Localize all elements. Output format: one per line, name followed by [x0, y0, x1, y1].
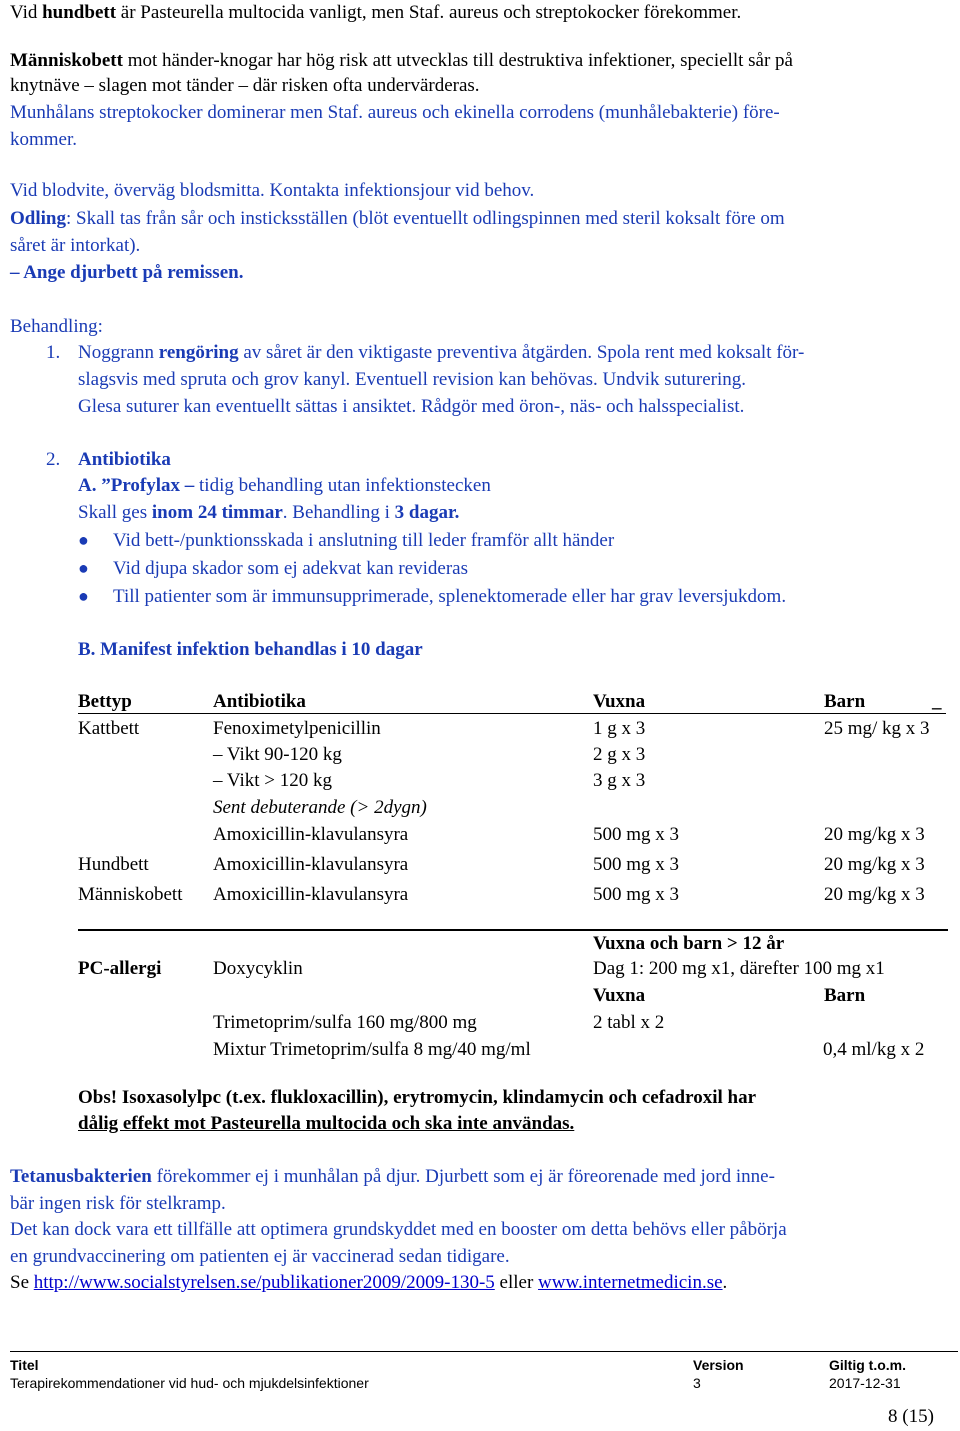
footer-rule [10, 1351, 958, 1352]
intro-line-2: Människobett mot händer-knogar har hög risk att utvecklas till destruktiva infektioner, speciellt sår på [10, 50, 793, 71]
table-cell: 2 g x 3 [593, 744, 646, 765]
col-header-barn: Barn [824, 691, 866, 712]
manifest-heading: B. Manifest infektion behandlas i 10 dagar [78, 639, 423, 660]
obs-line-2: dålig effekt mot Pasteurella multocida och ska inte användas. [78, 1113, 575, 1134]
intro-line-8: såret är intorkat). [10, 235, 141, 256]
table-cell: Kattbett [78, 718, 140, 739]
mix-drug: Mixtur Trimetoprim/sulfa 8 mg/40 mg/ml [213, 1039, 531, 1060]
tetanus-line-3: Det kan dock vara ett tillfälle att optimera grundskyddet med en booster om detta behövs eller påbörja [10, 1219, 787, 1240]
bullet-icon: ● [78, 586, 89, 606]
tmp-drug: Trimetoprim/sulfa 160 mg/800 mg [213, 1012, 477, 1033]
pc-sub-vuxna: Vuxna [593, 985, 646, 1006]
tetanus-line-5: Se http://www.socialstyrelsen.se/publikationer2009/2009-130-5 eller www.internetmedicin.se. [10, 1272, 728, 1293]
intro-line-9: – Ange djurbett på remissen. [10, 262, 244, 283]
mix-dose: 0,4 ml/kg x 2 [823, 1039, 925, 1060]
intro-line-7: Odling: Skall tas från sår och insticksställen (blöt eventuellt odlingspinnen med steril koksalt före om [10, 208, 785, 229]
intro-line-1: Vid hundbett är Pasteurella multocida vanligt, men Staf. aureus och streptokocker förekommer. [10, 2, 742, 23]
footer-version-value: 3 [693, 1375, 701, 1391]
treatment-1-line-1: Noggrann rengöring av såret är den viktigaste preventiva åtgärden. Spola rent med koksalt för- [78, 342, 805, 363]
intro-line-3: knytnäve – slagen mot tänder – där risken ofta undervärderas. [10, 75, 480, 96]
bullet-item: Vid djupa skador som ej adekvat kan revideras [113, 558, 468, 579]
table-divider [78, 929, 948, 931]
bullet-item: Vid bett-/punktionsskada i anslutning till leder framför allt händer [113, 530, 615, 551]
table-cell: 20 mg/kg x 3 [824, 854, 925, 875]
col-header-antibiotika: Antibiotika [213, 691, 306, 712]
treatment-num-2: 2. [46, 449, 61, 470]
table-cell: Amoxicillin-klavulansyra [213, 884, 409, 905]
treatment-1-line-2: slagsvis med spruta och grov kanyl. Eventuell revision kan behövas. Undvik suturering. [78, 369, 747, 390]
bullet-item: Till patienter som är immunsupprimerade, splenektomerade eller har grav leversjukdom. [113, 586, 787, 607]
give-line: Skall ges inom 24 timmar. Behandling i 3 dagar. [78, 502, 460, 523]
tetanus-line-1: Tetanusbakterien förekommer ej i munhålan på djur. Djurbett som ej är föreorenade med jord inne- [10, 1166, 775, 1187]
table-cell: 20 mg/kg x 3 [824, 884, 925, 905]
pc-drug: Doxycyklin [213, 958, 303, 979]
table-cell: 25 mg/ kg x 3 [824, 718, 930, 739]
table-cell: Sent debuterande (> 2dygn) [213, 797, 427, 818]
pc-header: Vuxna och barn > 12 år [593, 933, 785, 954]
table-cell: 500 mg x 3 [593, 854, 680, 875]
bullet-icon: ● [78, 530, 89, 550]
treatment-num-1: 1. [46, 342, 61, 363]
profylax-line: A. ”Profylax – tidig behandling utan infektionstecken [78, 475, 491, 496]
intro-line-6: Vid blodvite, överväg blodsmitta. Kontakta infektionsjour vid behov. [10, 180, 535, 201]
col-header-vuxna: Vuxna [593, 691, 646, 712]
table-cell: Hundbett [78, 854, 149, 875]
footer-version-label: Version [693, 1357, 744, 1373]
table-cell: 500 mg x 3 [593, 884, 680, 905]
footer-titel-value: Terapirekommendationer vid hud- och mjukdelsinfektioner [10, 1375, 369, 1391]
table-cell: Människobett [78, 884, 183, 905]
obs-line-1: Obs! Isoxasolylpc (t.ex. flukloxacillin), erytromycin, klindamycin och cefadroxil har [78, 1087, 757, 1108]
pc-sub-barn: Barn [824, 985, 866, 1006]
table-cell: 1 g x 3 [593, 718, 646, 739]
internetmedicin-link[interactable]: www.internetmedicin.se [538, 1272, 723, 1293]
table-cell: 3 g x 3 [593, 770, 646, 791]
table-cell: Amoxicillin-klavulansyra [213, 854, 409, 875]
tetanus-line-4: en grundvaccinering om patienten ej är vaccinerad sedan tidigare. [10, 1246, 510, 1267]
footer-giltig-value: 2017-12-31 [829, 1375, 901, 1391]
page-number: 8 (15) [888, 1406, 934, 1427]
footer-giltig-label: Giltig t.o.m. [829, 1357, 906, 1373]
treatment-heading: Behandling: [10, 316, 103, 337]
bullet-icon: ● [78, 558, 89, 578]
pc-label: PC-allergi [78, 958, 162, 979]
table-header-rule [78, 713, 946, 714]
pc-dose: Dag 1: 200 mg x1, därefter 100 mg x1 [593, 958, 885, 979]
intro-line-5: kommer. [10, 129, 78, 150]
table-cell: 500 mg x 3 [593, 824, 680, 845]
intro-line-4: Munhålans streptokocker dominerar men Staf. aureus och ekinella corrodens (munhålebakterie) före- [10, 102, 780, 123]
table-cell: Fenoximetylpenicillin [213, 718, 381, 739]
table-cell: Amoxicillin-klavulansyra [213, 824, 409, 845]
table-cell: 20 mg/kg x 3 [824, 824, 925, 845]
antibiotika-title: Antibiotika [78, 449, 171, 470]
tetanus-line-2: bär ingen risk för stelkramp. [10, 1193, 226, 1214]
treatment-1-line-3: Glesa suturer kan eventuellt sättas i ansiktet. Rådgör med öron-, näs- och halsspecialist. [78, 396, 745, 417]
table-cell: – Vikt 90-120 kg [213, 744, 342, 765]
tmp-dose: 2 tabl x 2 [593, 1012, 665, 1033]
socialstyrelsen-link[interactable]: http://www.socialstyrelsen.se/publikationer2009/2009-130-5 [33, 1272, 495, 1293]
footer-titel-label: Titel [10, 1357, 39, 1373]
col-header-bettyp: Bettyp [78, 691, 132, 712]
table-cell: – Vikt > 120 kg [213, 770, 333, 791]
col-header-tail: _ [932, 691, 942, 712]
